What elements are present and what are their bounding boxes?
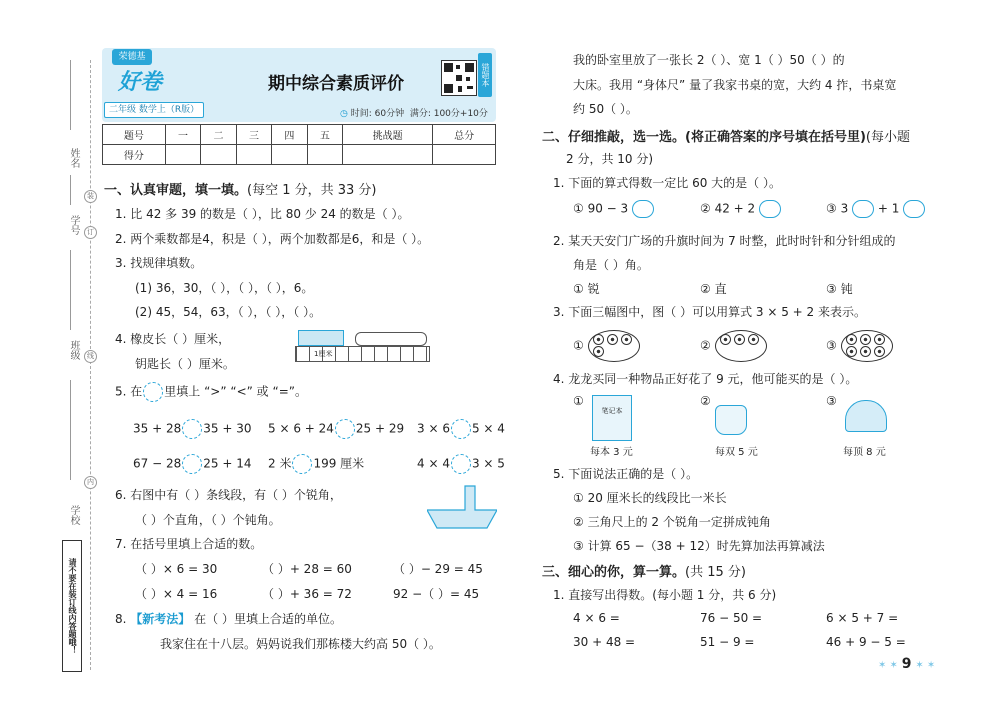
new-question-tag: 【新考法】 [130,612,191,626]
brand-tag: 荣德基 [112,49,152,65]
sock-icon [715,405,747,435]
cloud-icon [903,200,925,218]
choice-question-4: 4. 龙龙买同一种物品正好花了 9 元，他可能买的是（ ）。 [553,372,858,386]
section-note: (每小题 [865,130,910,145]
question-5 [115,382,307,402]
option: ② 直 [700,282,727,296]
flower-icon [143,382,163,402]
option-text: + 1 [877,201,900,216]
calc-question-1: 1. 直接写出得数。(每小题 1 分，共 6 分) [553,588,777,602]
question-2: 2. 两个乘数都是4，积是（ ），两个加数都是6，和是（ ）。 [115,232,430,246]
question-8 [115,610,342,627]
class-label: 班级 [68,340,79,360]
section-title: 三、细心的你，算一算。 [542,565,686,580]
equation: （ ）× 6 = 30 [135,562,218,576]
section-note: 2 分，共 10 分) [566,152,654,166]
option [826,330,893,362]
question-5-tail: 里填上 “>” “<” 或 “=”。 [164,384,307,399]
qr-tag: 错题本 [478,53,492,97]
id-label: 学号 [68,215,79,235]
score-cell[interactable] [343,145,433,165]
option: ③ 计算 65 −（38 + 12）时先算加法再算减法 [573,539,825,553]
school-label: 学校 [68,505,79,525]
answer-flower[interactable] [451,454,471,474]
equation: （ ）+ 28 = 60 [262,562,352,576]
dot-cluster [621,334,632,345]
school-line [70,380,71,480]
question-8-cont: 大床。我用 “身体尺” 量了我家书桌的宽，大约 4 拃，书桌宽 [573,78,897,92]
question-number: 8. [115,612,127,626]
dot-cluster [748,334,759,345]
table-cell: 总分 [433,125,496,145]
table-cell: 二 [201,125,236,145]
cloud-icon [852,200,874,218]
dot-cluster [874,346,885,357]
section-note: (共 15 分) [685,565,746,580]
section-title: 一、认真审题，填一填。 [104,183,248,198]
dot-cluster [607,334,618,345]
compare-left: 35 + 28 [133,421,182,436]
compare-left: 67 − 28 [133,456,182,471]
score-table [102,124,496,165]
question-8-body: 我家住在十八层。妈妈说我们那栋楼大约高 50（ ）。 [160,637,441,651]
answer-flower[interactable] [335,419,355,439]
binding-hole: 线 [84,350,97,363]
question-6b: （ ）个直角，（ ）个钝角。 [135,513,281,527]
table-cell: 五 [307,125,342,145]
choice-question-5: 5. 下面说法正确的是（ ）。 [553,467,699,481]
compare-item [268,419,404,439]
binding-hole: 装 [84,190,97,203]
dots-group-figure [588,330,640,362]
dots-group-figure [715,330,767,362]
notebook-label: 笔记本 [601,407,623,415]
grade-tag: 二年级 数学上（R版） [104,102,204,118]
calc-item: 4 × 6 = [573,611,620,625]
table-cell: 挑战题 [343,125,433,145]
choice-question-2: 2. 某天天安门广场的升旗时间为 7 时整，此时时针和分针组成的 [553,234,896,248]
dot-cluster [720,334,731,345]
ruler-icon [295,346,430,362]
dot-cluster [846,346,857,357]
dots-group-figure [841,330,893,362]
table-cell: 三 [236,125,271,145]
section-title: 二、仔细推敲，选一选。(将正确答案的序号填在括号里) [542,130,866,145]
compare-item [417,419,505,439]
qr-code-icon [441,60,477,96]
compare-right: 199 厘米 [313,456,365,471]
table-cell: 四 [272,125,307,145]
option [573,200,654,218]
option-label: ② [700,394,711,408]
table-cell: 一 [165,125,200,145]
dot-cluster [874,334,885,345]
price-label: 每双 5 元 [715,447,758,458]
option [700,330,767,362]
answer-flower[interactable] [292,454,312,474]
binding-hole: 内 [84,476,97,489]
question-3b: (2) 45，54，63，（ ），（ ），（ ）。 [135,305,322,319]
binding-line [90,60,91,670]
compare-right: 5 × 4 [471,421,505,436]
answer-flower[interactable] [451,419,471,439]
score-cell[interactable] [165,145,200,165]
table-cell: 题号 [103,125,166,145]
name-label: 姓名 [68,148,79,168]
class-line [70,250,71,330]
logo: 好卷 [118,70,163,95]
cloud-icon [759,200,781,218]
question-3a: (1) 36，30，（ ），（ ），（ ），6。 [135,281,314,295]
option-label: ③ [826,338,837,353]
compare-right: 25 + 29 [355,421,405,436]
calc-item: 6 × 5 + 7 = [826,611,899,625]
dot-cluster [593,334,604,345]
binding-hole: 订 [84,226,97,239]
exam-info [340,106,488,119]
id-line [70,175,71,205]
option: ③ 钝 [826,282,853,296]
calc-item: 46 + 9 − 5 = [826,635,906,649]
option-label: ① [573,338,584,353]
calc-item: 51 − 9 = [700,635,755,649]
compare-right: 35 + 30 [203,421,252,436]
choice-question-1: 1. 下面的算式得数一定比 60 大的是（ ）。 [553,176,781,190]
name-line [70,60,71,130]
score-cell[interactable] [236,145,271,165]
answer-flower[interactable] [182,419,202,439]
eraser-icon [298,330,344,346]
dot-cluster [593,346,604,357]
dot-cluster [734,334,745,345]
choice-question-3: 3. 下面三幅图中，图（ ）可以用算式 3 × 5 + 2 来表示。 [553,305,866,319]
section-1-heading [104,179,377,198]
option: ① 20 厘米长的线段比一米长 [573,491,727,505]
equation: （ ）+ 36 = 72 [262,587,352,601]
ruler-label: 1厘米 [314,350,333,358]
price-label: 每本 3 元 [590,447,633,458]
calc-item: 30 + 48 = [573,635,636,649]
question-8-cont: 约 50（ ）。 [573,102,638,116]
option: ② 三角尺上的 2 个锐角一定拼成钝角 [573,515,771,529]
notebook-icon [592,395,632,441]
star-dots-icon: ✶ ✶ [915,660,936,671]
key-icon [355,332,427,346]
page-title: 期中综合素质评价 [268,74,404,94]
compare-left: 5 × 6 + 24 [268,421,334,436]
binding-notice: 请不要在装订线内答题哦！ [62,540,82,672]
option-label: ① [573,394,584,408]
calc-item: 76 − 50 = [700,611,763,625]
price-label: 每顶 8 元 [843,447,886,458]
page-number [878,656,935,672]
angle-figure [427,484,497,530]
compare-item [133,454,251,474]
compare-left: 2 米 [268,456,292,471]
score-cell[interactable] [433,145,496,165]
cap-icon [845,400,887,432]
dot-cluster [860,346,871,357]
question-8-cont: 我的卧室里放了一张长 2（ ）、宽 1（ ）50（ ）的 [573,53,845,67]
answer-flower[interactable] [182,454,202,474]
page-number-text: 9 [901,656,912,672]
section-2-heading [542,126,910,145]
exam-score: 满分: 100分+10分 [409,109,488,119]
compare-left: 4 × 4 [417,456,450,471]
option-text: ② 42 + 2 [700,201,756,216]
score-cell[interactable] [272,145,307,165]
equation: （ ）− 29 = 45 [393,562,483,576]
question-3: 3. 找规律填数。 [115,256,203,270]
star-dots-icon: ✶ ✶ [878,660,898,671]
table-cell: 得分 [103,145,166,165]
question-4b: 钥匙长（ ）厘米。 [135,357,235,371]
option-label: ② [700,338,711,353]
score-table-row [103,145,496,165]
score-table-header-row [103,125,496,145]
compare-item [268,454,364,474]
clock-icon: ◷ [340,109,348,119]
section-3-heading [542,561,746,580]
section-note: (每空 1 分，共 33 分) [247,183,377,198]
equation: （ ）× 4 = 16 [135,587,218,601]
compare-item [133,419,251,439]
question-5-head: 5. 在 [115,384,143,399]
option-text: ③ 3 [826,201,849,216]
compare-right: 3 × 5 [471,456,505,471]
cloud-icon [632,200,654,218]
option [700,200,781,218]
score-cell[interactable] [201,145,236,165]
equation: 92 −（ ）= 45 [393,587,480,601]
question-7: 7. 在括号里填上合适的数。 [115,537,263,551]
option [826,200,925,218]
option-label: ③ [826,394,837,408]
dot-cluster [860,334,871,345]
question-4a: 4. 橡皮长（ ）厘米， [115,332,231,346]
compare-right: 25 + 14 [203,456,252,471]
dot-cluster [846,334,857,345]
question-8-text: 在（ ）里填上合适的单位。 [194,612,342,626]
choice-question-2-cont: 角是（ ）角。 [573,258,649,272]
option: ① 锐 [573,282,600,296]
score-cell[interactable] [307,145,342,165]
question-6a: 6. 右图中有（ ）条线段，有（ ）个锐角， [115,488,342,502]
option-text: ① 90 − 3 [573,201,629,216]
compare-item [417,454,505,474]
compare-left: 3 × 6 [417,421,450,436]
option [573,330,640,362]
question-1: 1. 比 42 多 39 的数是（ ），比 80 少 24 的数是（ ）。 [115,207,410,221]
exam-time: 时间: 60分钟 [350,109,405,119]
